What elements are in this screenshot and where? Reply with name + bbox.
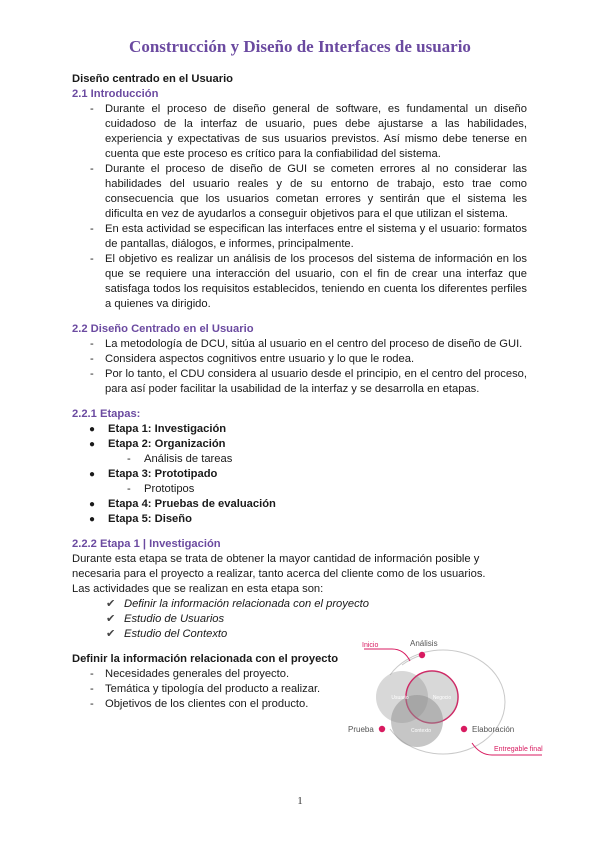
etapa1-paragraph: Durante esta etapa se trata de obtener la mayor cantidad de información posible y necesaria para el proyecto a realizar, tanto acerca del cliente como de los usuarios.: [72, 553, 486, 580]
list-item: - Durante el proceso de diseño general de software, es fundamental un diseño cuidadoso de la interfaz de usuario, pues debe ajustarse a las habilidades, experiencia y expectativas de sus usuarios previstos. Así mismo debe tenerse en cuenta que este proceso es crítico para la confiabilidad del sistema.: [72, 102, 527, 162]
document-body: [72, 72, 527, 712]
analysis-label: Análisis: [410, 639, 438, 648]
etapa-item: [72, 467, 527, 497]
etapa-subitem: - Análisis de tareas: [108, 452, 527, 467]
start-arrow: [364, 649, 410, 661]
list-item: - La metodología de DCU, sitúa al usuario en el centro del proceso de diseño de GUI.: [72, 337, 527, 352]
test-label: Prueba: [348, 725, 374, 734]
list-item: - Necesidades generales del proyecto.: [72, 667, 367, 682]
etapa-sublist: [108, 482, 527, 497]
list-item: - En esta actividad se especifican las interfaces entre el sistema y el usuario: formatos de pantallas, diálogos, e informes, principalmente.: [72, 222, 527, 252]
activity-item: ✔ Estudio del Contexto: [72, 627, 527, 642]
section-heading-etapas: 2.2.1 Etapas:: [72, 408, 141, 420]
section-heading-definir: Definir la información relacionada con el proyecto: [72, 653, 339, 665]
section-heading-etapa1: 2.2.2 Etapa 1 | Investigación: [72, 538, 221, 550]
activity-item: ✔ Estudio de Usuarios: [72, 612, 527, 627]
activities-list: [72, 597, 527, 642]
dcu-cycle-diagram: [342, 637, 564, 769]
document-title: Construcción y Diseño de Interfaces de usuario: [129, 37, 471, 56]
analysis-node: [419, 652, 425, 658]
definir-list: [72, 667, 367, 712]
section-heading-intro: 2.1 Introducción: [72, 88, 159, 100]
list-item: - El objetivo es realizar un análisis de los procesos del sistema de información en los que se requiere una interacción del usuario, con el fin de crear una interfaz que satisfaga todos los requisitos establecidos, teniendo en cuenta los diferentes perfiles a quienes va dirigido.: [72, 252, 527, 312]
etapa-label: Etapa 4: Pruebas de evaluación: [108, 498, 276, 510]
page-number: 1: [297, 795, 303, 807]
test-node: [379, 726, 385, 732]
venn-context-circle: [391, 695, 443, 747]
etapa-sublist: [108, 452, 527, 467]
etapas-list: [72, 422, 527, 527]
etapa-item: [72, 422, 527, 437]
list-item: - Durante el proceso de diseño de GUI se cometen errores al no considerar las habilidades del usuario reales y de su entorno de trabajo, esto trae como consecuencia que los usuarios cometan errores y sentirán que el sistema les dificulta en vez de ayudarlos a conseguir objetivos para el que utilizan el sistema.: [72, 162, 527, 222]
etapa-label: Etapa 5: Diseño: [108, 513, 192, 525]
section-heading-main: Diseño centrado en el Usuario: [72, 73, 234, 85]
dcu-list: [72, 337, 527, 397]
list-item: - Considera aspectos cognitivos entre usuario y lo que le rodea.: [72, 352, 527, 367]
elaboration-node: [461, 726, 467, 732]
list-item: - Por lo tanto, el CDU considera al usuario desde el principio, en el centro del proceso, para así poder facilitar la usabilidad de la interfaz y se desarrolla en etapas.: [72, 367, 527, 397]
list-item: - Temática y tipología del producto a realizar.: [72, 682, 367, 697]
etapa-subitem: - Prototipos: [108, 482, 527, 497]
etapa-label: Etapa 3: Prototipado: [108, 468, 218, 480]
venn-context-label: Contexto: [410, 728, 432, 734]
elaboration-label: Elaboración: [472, 725, 515, 734]
section-heading-dcu: 2.2 Diseño Centrado en el Usuario: [72, 323, 254, 335]
venn-business-label: Negocio: [432, 695, 452, 701]
etapa-item: [72, 512, 527, 527]
activity-item: ✔ Definir la información relacionada con el proyecto: [72, 597, 527, 612]
etapa1-activities-intro: Las actividades que se realizan en esta etapa son:: [72, 583, 324, 595]
venn-user-label: Usuario: [391, 695, 409, 701]
start-label: Inicio: [362, 642, 379, 649]
etapa-item: [72, 437, 527, 467]
etapa-label: Etapa 2: Organización: [108, 438, 226, 450]
list-item: - Objetivos de los clientes con el producto.: [72, 697, 367, 712]
etapa-label: Etapa 1: Investigación: [108, 423, 227, 435]
final-label: Entregable final: [494, 746, 543, 753]
etapa-item: [72, 497, 527, 512]
intro-list: [72, 102, 527, 312]
